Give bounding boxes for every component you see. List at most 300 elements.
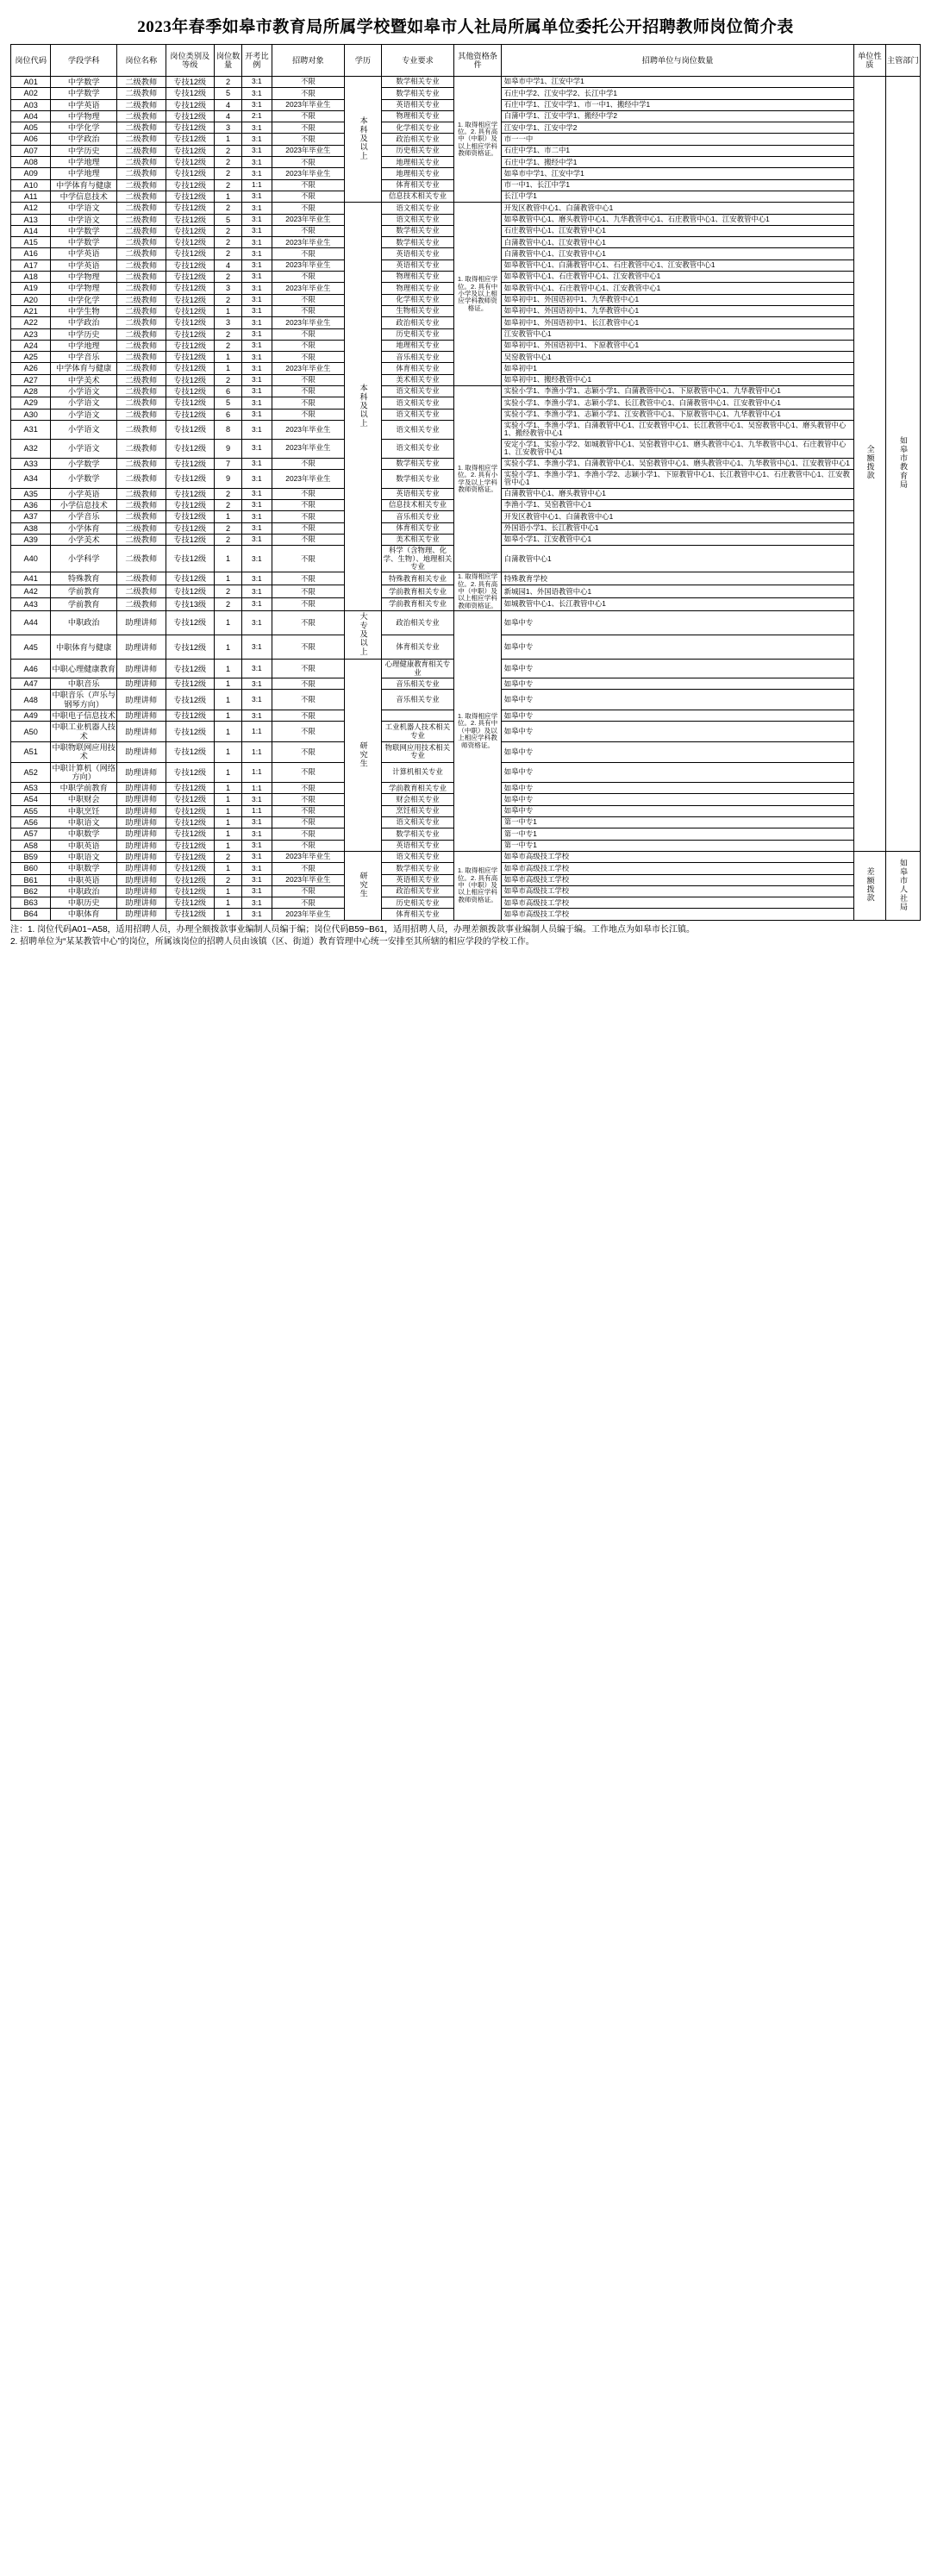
cell-code: A09 [11, 168, 51, 179]
cell-post-name: 助理讲师 [117, 710, 166, 722]
cell-post-level: 专技12级 [166, 294, 214, 305]
cell-count: 1 [214, 840, 241, 851]
cell-ratio: 3:1 [242, 874, 272, 885]
cell-subject: 中学音乐 [51, 352, 117, 363]
cell-subject: 小学数学 [51, 458, 117, 469]
cell-major: 地理相关专业 [381, 168, 454, 179]
cell-unit: 吴窑教管中心1 [501, 352, 853, 363]
cell-ratio: 3:1 [242, 409, 272, 420]
cell-post-level: 专技12级 [166, 214, 214, 225]
cell-post-name: 二级教师 [117, 499, 166, 510]
cell-code: A42 [11, 585, 51, 598]
cell-count: 1 [214, 690, 241, 710]
cell-dept: 如皋市人社局 [885, 851, 920, 920]
cell-subject: 中职英语 [51, 874, 117, 885]
cell-post-level: 专技12级 [166, 77, 214, 88]
cell-post-level: 专技12级 [166, 863, 214, 874]
cell-target: 不限 [272, 546, 345, 572]
cell-target: 不限 [272, 294, 345, 305]
cell-major: 物联网应用技术相关专业 [381, 741, 454, 762]
cell-major: 政治相关专业 [381, 885, 454, 897]
cell-unit: 如皋中专 [501, 741, 853, 762]
cell-count: 2 [214, 225, 241, 236]
cell-post-name: 二级教师 [117, 420, 166, 439]
note-1: 注：1. 岗位代码A01~A58，适用招聘人员，办理全额拨款事业编制人员编于编；岗位代码B59~B61，适用招聘人员，办理差额拨款事业编制人员编于编。工作地点为如皋市长江镇。 [10, 924, 695, 935]
cell-major [381, 710, 454, 722]
cell-count: 7 [214, 458, 241, 469]
cell-count: 8 [214, 420, 241, 439]
cell-major: 信息技术相关专业 [381, 191, 454, 202]
cell-subject: 中职语文 [51, 851, 117, 862]
cell-post-name: 助理讲师 [117, 863, 166, 874]
cell-post-level: 专技12级 [166, 828, 214, 840]
cell-count: 2 [214, 203, 241, 214]
cell-subject: 小学语文 [51, 439, 117, 458]
cell-unit: 市一中1、长江中学1 [501, 179, 853, 191]
cell-subject: 小学科学 [51, 546, 117, 572]
col-header-major: 专业要求 [381, 45, 454, 77]
cell-target: 不限 [272, 409, 345, 420]
cell-post-name: 二级教师 [117, 363, 166, 374]
cell-post-name: 助理讲师 [117, 678, 166, 690]
cell-count: 1 [214, 546, 241, 572]
cell-code: A37 [11, 511, 51, 522]
cell-post-level: 专技12级 [166, 272, 214, 283]
cell-code: A21 [11, 305, 51, 316]
cell-target: 不限 [272, 458, 345, 469]
cell-major: 财会相关专业 [381, 794, 454, 805]
cell-post-name: 助理讲师 [117, 741, 166, 762]
cell-post-name: 二级教师 [117, 397, 166, 409]
cell-subject: 小学音乐 [51, 511, 117, 522]
cell-major: 化学相关专业 [381, 122, 454, 134]
cell-unit: 实验小学1、李渔小学1、志颖小学1、江安教管中心1、下原教管中心1、九华教管中心1 [501, 409, 853, 420]
cell-count: 1 [214, 863, 241, 874]
cell-unit: 如皋小学1、江安教管中心1 [501, 534, 853, 545]
cell-count: 5 [214, 397, 241, 409]
cell-count: 3 [214, 283, 241, 294]
cell-unit: 新城园1、外国语教管中心1 [501, 585, 853, 598]
cell-count: 2 [214, 237, 241, 248]
cell-post-name: 二级教师 [117, 534, 166, 545]
cell-post-level: 专技12级 [166, 305, 214, 316]
cell-post-level: 专技12级 [166, 363, 214, 374]
cell-code: A02 [11, 88, 51, 99]
cell-unit: 长江中学1 [501, 191, 853, 202]
cell-major: 物理相关专业 [381, 110, 454, 122]
cell-post-level: 专技12级 [166, 885, 214, 897]
cell-unit: 如皋中专 [501, 805, 853, 816]
cell-count: 2 [214, 179, 241, 191]
cell-major: 学前教育相关专业 [381, 783, 454, 794]
cell-unit: 白蒲教管中心1、江安教管中心1 [501, 248, 853, 259]
cell-post-level: 专技12级 [166, 458, 214, 469]
cell-target: 不限 [272, 77, 345, 88]
cell-major: 数学相关专业 [381, 237, 454, 248]
cell-post-name: 二级教师 [117, 585, 166, 598]
cell-ratio: 3:1 [242, 572, 272, 585]
cell-education: 研究生 [345, 660, 381, 852]
cell-count: 3 [214, 122, 241, 134]
cell-post-name: 二级教师 [117, 77, 166, 88]
cell-major: 语文相关专业 [381, 420, 454, 439]
cell-count: 1 [214, 897, 241, 909]
cell-post-name: 助理讲师 [117, 635, 166, 660]
cell-post-level: 专技12级 [166, 511, 214, 522]
cell-ratio: 3:1 [242, 386, 272, 397]
cell-code: A13 [11, 214, 51, 225]
cell-post-level: 专技12级 [166, 635, 214, 660]
cell-major: 数学相关专业 [381, 225, 454, 236]
cell-subject: 中学物理 [51, 110, 117, 122]
cell-code: A43 [11, 598, 51, 611]
cell-unit: 白蒲教管中心1、磨头教管中心1 [501, 488, 853, 499]
cell-post-name: 二级教师 [117, 237, 166, 248]
cell-major: 工业机器人技术相关专业 [381, 722, 454, 742]
cell-target: 2023年毕业生 [272, 99, 345, 110]
cell-target: 不限 [272, 179, 345, 191]
cell-ratio: 3:1 [242, 145, 272, 156]
cell-count: 1 [214, 352, 241, 363]
cell-code: A08 [11, 157, 51, 168]
cell-ratio: 2:1 [242, 110, 272, 122]
cell-count: 1 [214, 511, 241, 522]
cell-count: 2 [214, 145, 241, 156]
cell-code: A44 [11, 611, 51, 635]
cell-post-name: 二级教师 [117, 294, 166, 305]
cell-post-level: 专技12级 [166, 439, 214, 458]
cell-code: A01 [11, 77, 51, 88]
cell-target: 不限 [272, 511, 345, 522]
cell-major: 英语相关专业 [381, 99, 454, 110]
cell-post-name: 二级教师 [117, 511, 166, 522]
cell-post-name: 二级教师 [117, 598, 166, 611]
cell-major: 数学相关专业 [381, 458, 454, 469]
cell-unit: 如皋市中学1、江安中学1 [501, 168, 853, 179]
cell-ratio: 3:1 [242, 225, 272, 236]
cell-count: 1 [214, 710, 241, 722]
cell-post-level: 专技12级 [166, 237, 214, 248]
cell-post-name: 二级教师 [117, 409, 166, 420]
cell-subject: 中学地理 [51, 168, 117, 179]
cell-subject: 中学数学 [51, 88, 117, 99]
col-header-code: 岗位代码 [11, 45, 51, 77]
cell-code: A19 [11, 283, 51, 294]
cell-ratio: 3:1 [242, 635, 272, 660]
cell-subject: 中职语文 [51, 817, 117, 828]
cell-target: 不限 [272, 762, 345, 783]
cell-nature: 全额拨款 [854, 77, 885, 852]
cell-code: A14 [11, 225, 51, 236]
cell-count: 1 [214, 805, 241, 816]
cell-count: 6 [214, 386, 241, 397]
cell-post-name: 二级教师 [117, 179, 166, 191]
cell-major: 心理健康教育相关专业 [381, 660, 454, 678]
cell-major: 政治相关专业 [381, 317, 454, 328]
cell-post-name: 二级教师 [117, 546, 166, 572]
cell-count: 1 [214, 572, 241, 585]
cell-unit: 如皋市中学1、江安中学1 [501, 77, 853, 88]
cell-ratio: 3:1 [242, 272, 272, 283]
cell-subject: 小学语文 [51, 386, 117, 397]
cell-ratio: 3:1 [242, 585, 272, 598]
cell-post-name: 二级教师 [117, 328, 166, 340]
cell-subject: 中职计算机（网络方向） [52, 763, 116, 781]
cell-subject: 中职工业机器人技术 [52, 722, 116, 741]
cell-post-name: 二级教师 [117, 469, 166, 488]
cell-post-level: 专技12级 [166, 499, 214, 510]
cell-subject: 中学语文 [51, 203, 117, 214]
cell-code: A45 [11, 635, 51, 660]
table-header-row [11, 45, 921, 77]
cell-post-level: 专技12级 [166, 145, 214, 156]
cell-subject: 中职音乐（声乐与钢琴方向） [52, 691, 116, 709]
cell-post-level: 专技12级 [166, 397, 214, 409]
cell-ratio: 3:1 [242, 678, 272, 690]
cell-post-name: 助理讲师 [117, 840, 166, 851]
cell-post-level: 专技12级 [166, 817, 214, 828]
cell-post-name: 二级教师 [117, 191, 166, 202]
cell-post-name: 二级教师 [117, 340, 166, 351]
cell-ratio: 3:1 [242, 340, 272, 351]
table-row [11, 851, 921, 862]
cell-post-name: 二级教师 [117, 352, 166, 363]
cell-ratio: 3:1 [242, 458, 272, 469]
cell-ratio: 3:1 [242, 317, 272, 328]
cell-unit: 如皋中专 [501, 722, 853, 742]
cell-post-level: 专技12级 [166, 225, 214, 236]
cell-subject: 中职体育与健康 [51, 635, 117, 660]
cell-subject: 中学政治 [51, 317, 117, 328]
cell-post-level: 专技13级 [166, 598, 214, 611]
cell-major: 科学（含物理、化学、生物）、地理相关专业 [381, 546, 454, 572]
cell-ratio: 1:1 [242, 741, 272, 762]
table-row [11, 386, 921, 397]
cell-unit: 如皋初中1、搬经教管中心1 [501, 374, 853, 385]
page-title: 2023年春季如皋市教育局所属学校暨如皋市人社局所属单位委托公开招聘教师岗位简介表 [137, 18, 794, 36]
cell-post-level: 专技12级 [166, 409, 214, 420]
cell-count: 1 [214, 363, 241, 374]
cell-code: A26 [11, 363, 51, 374]
cell-major: 音乐相关专业 [381, 352, 454, 363]
cell-major: 烹饪相关专业 [381, 805, 454, 816]
cell-ratio: 3:1 [242, 598, 272, 611]
cell-ratio: 3:1 [242, 420, 272, 439]
cell-unit: 安定小学1、实验小学2、如城教管中心1、吴窑教管中心1、磨头教管中心1、九华教管中心1、石庄教管中心1、江安教管中心1 [501, 439, 853, 458]
cell-count: 2 [214, 77, 241, 88]
cell-count: 1 [214, 762, 241, 783]
cell-count: 2 [214, 168, 241, 179]
cell-count: 2 [214, 499, 241, 510]
cell-subject: 中学美术 [51, 374, 117, 385]
cell-target: 不限 [272, 678, 345, 690]
cell-unit: 石庄中学2、江安中学2、长江中学1 [501, 88, 853, 99]
cell-unit: 如皋教管中心1、石庄教管中心1、江安教管中心1 [501, 283, 853, 294]
cell-post-level: 专技12级 [166, 783, 214, 794]
cell-major: 特殊教育相关专业 [381, 572, 454, 585]
cell-ratio: 3:1 [242, 840, 272, 851]
cell-post-level: 专技12级 [166, 660, 214, 678]
cell-post-level: 专技12级 [166, 259, 214, 271]
cell-unit: 第一中专1 [501, 840, 853, 851]
cell-count: 9 [214, 469, 241, 488]
cell-target: 不限 [272, 863, 345, 874]
cell-target: 不限 [272, 741, 345, 762]
cell-ratio: 3:1 [242, 191, 272, 202]
cell-count: 1 [214, 817, 241, 828]
cell-subject: 中职政治 [51, 611, 117, 635]
cell-unit: 市一一中 [501, 134, 853, 145]
cell-target: 不限 [272, 88, 345, 99]
cell-target: 不限 [272, 305, 345, 316]
cell-post-name: 二级教师 [117, 145, 166, 156]
cell-unit: 如皋中专 [501, 690, 853, 710]
col-header-other: 其他资格条件 [454, 45, 501, 77]
cell-ratio: 3:1 [242, 710, 272, 722]
cell-major: 计算机相关专业 [381, 762, 454, 783]
cell-ratio: 3:1 [242, 374, 272, 385]
cell-post-level: 专技12级 [166, 283, 214, 294]
cell-code: A06 [11, 134, 51, 145]
cell-unit: 如皋教管中心1、磨头教管中心1、九华教管中心1、石庄教管中心1、江安教管中心1 [501, 214, 853, 225]
cell-major: 学前教育相关专业 [381, 598, 454, 611]
cell-count: 2 [214, 874, 241, 885]
cell-ratio: 1:1 [242, 179, 272, 191]
cell-other: 1. 取得相应学位。2. 具有小学及以上学科教师资格证。 [454, 386, 501, 572]
cell-ratio: 3:1 [242, 203, 272, 214]
cell-post-name: 二级教师 [117, 572, 166, 585]
cell-subject: 中职财会 [51, 794, 117, 805]
cell-major: 英语相关专业 [381, 259, 454, 271]
cell-subject: 中职体育 [51, 909, 117, 920]
cell-ratio: 3:1 [242, 660, 272, 678]
cell-target: 不限 [272, 783, 345, 794]
cell-subject: 学前教育 [51, 598, 117, 611]
cell-major: 语文相关专业 [381, 203, 454, 214]
cell-target: 不限 [272, 272, 345, 283]
cell-other: 1. 取得相应学位。2. 具有中小学及以上相应学科教师资格证。 [454, 203, 501, 386]
cell-code: B64 [11, 909, 51, 920]
cell-ratio: 3:1 [242, 488, 272, 499]
cell-post-level: 专技12级 [166, 122, 214, 134]
cell-count: 2 [214, 272, 241, 283]
cell-ratio: 3:1 [242, 439, 272, 458]
cell-count: 2 [214, 851, 241, 862]
cell-post-name: 二级教师 [117, 439, 166, 458]
recruitment-table [10, 44, 921, 921]
cell-unit: 如皋教管中心1、石庄教管中心1、江安教管中心1 [501, 272, 853, 283]
cell-code: B63 [11, 897, 51, 909]
cell-unit: 如皋市高级技工学校 [501, 909, 853, 920]
cell-count: 9 [214, 439, 241, 458]
cell-code: A23 [11, 328, 51, 340]
cell-unit: 如皋教管中心1、白蒲教管中心1、石庄教管中心1、江安教管中心1 [501, 259, 853, 271]
cell-major: 学前教育相关专业 [381, 585, 454, 598]
cell-post-name: 二级教师 [117, 248, 166, 259]
col-header-post-name: 岗位名称 [117, 45, 166, 77]
col-header-education: 学历 [345, 45, 381, 77]
cell-code: A40 [11, 546, 51, 572]
cell-target: 不限 [272, 572, 345, 585]
cell-other: 1. 取得相应学位。2. 具有高中（中职）及以上相应学科教师资格证。 [454, 851, 501, 920]
cell-major: 美术相关专业 [381, 374, 454, 385]
cell-post-level: 专技12级 [166, 710, 214, 722]
cell-code: A16 [11, 248, 51, 259]
cell-subject: 中学英语 [51, 99, 117, 110]
cell-unit: 如皋市高级技工学校 [501, 897, 853, 909]
cell-target: 2023年毕业生 [272, 439, 345, 458]
cell-ratio: 3:1 [242, 237, 272, 248]
cell-major: 语文相关专业 [381, 851, 454, 862]
cell-code: A11 [11, 191, 51, 202]
cell-ratio: 3:1 [242, 88, 272, 99]
cell-code: A20 [11, 294, 51, 305]
cell-code: A28 [11, 386, 51, 397]
col-header-nature: 单位性质 [854, 45, 885, 77]
cell-count: 1 [214, 660, 241, 678]
cell-unit: 江安教管中心1 [501, 328, 853, 340]
cell-unit: 实验小学1、李渔小学1、志颖小学1、长江教管中心1、白蒲教管中心1、江安教管中心1 [501, 397, 853, 409]
cell-count: 1 [214, 678, 241, 690]
cell-target: 不限 [272, 885, 345, 897]
cell-post-level: 专技12级 [166, 897, 214, 909]
cell-ratio: 3:1 [242, 77, 272, 88]
cell-major: 音乐相关专业 [381, 690, 454, 710]
cell-unit: 江安中学1、江安中学2 [501, 122, 853, 134]
cell-target: 2023年毕业生 [272, 237, 345, 248]
cell-code: A57 [11, 828, 51, 840]
cell-count: 5 [214, 88, 241, 99]
cell-ratio: 3:1 [242, 305, 272, 316]
cell-count: 2 [214, 488, 241, 499]
cell-code: A51 [11, 741, 51, 762]
cell-code: A38 [11, 522, 51, 534]
cell-code: A33 [11, 458, 51, 469]
cell-post-level: 专技12级 [166, 203, 214, 214]
cell-unit: 如皋初中1、外国语初中1、九华教管中心1 [501, 305, 853, 316]
cell-post-level: 专技12级 [166, 851, 214, 862]
cell-code: A25 [11, 352, 51, 363]
cell-unit: 李渔小学1、吴窑教管中心1 [501, 499, 853, 510]
cell-unit: 实验小学1、李渔小学1、白蒲教管中心1、江安教管中心1、长江教管中心1、吴窑教管中心1、磨头教管中心1、搬经教管中心1 [501, 420, 853, 439]
cell-major: 体育相关专业 [381, 522, 454, 534]
cell-count: 3 [214, 317, 241, 328]
cell-major: 历史相关专业 [381, 897, 454, 909]
cell-unit: 实验小学1、李渔小学1、志颖小学1、白蒲教管中心1、下原教管中心1、九华教管中心1 [501, 386, 853, 397]
cell-subject: 中职英语 [51, 840, 117, 851]
cell-code: A52 [11, 762, 51, 783]
table-row [11, 203, 921, 214]
cell-count: 2 [214, 522, 241, 534]
cell-post-level: 专技12级 [166, 805, 214, 816]
cell-post-level: 专技12级 [166, 534, 214, 545]
cell-subject: 中职历史 [51, 897, 117, 909]
cell-subject: 中学物理 [51, 283, 117, 294]
cell-target: 不限 [272, 397, 345, 409]
cell-major: 历史相关专业 [381, 328, 454, 340]
cell-count: 4 [214, 259, 241, 271]
notes-block [10, 921, 921, 949]
cell-ratio: 3:1 [242, 259, 272, 271]
cell-major: 音乐相关专业 [381, 511, 454, 522]
cell-code: A58 [11, 840, 51, 851]
cell-subject: 小学信息技术 [51, 499, 117, 510]
cell-target: 不限 [272, 191, 345, 202]
cell-post-level: 专技12级 [166, 191, 214, 202]
cell-post-name: 助理讲师 [117, 722, 166, 742]
cell-ratio: 3:1 [242, 885, 272, 897]
cell-other: 1. 取得相应学位。2. 具有中（中职）及以上相应学科教师资格证。 [454, 611, 501, 852]
